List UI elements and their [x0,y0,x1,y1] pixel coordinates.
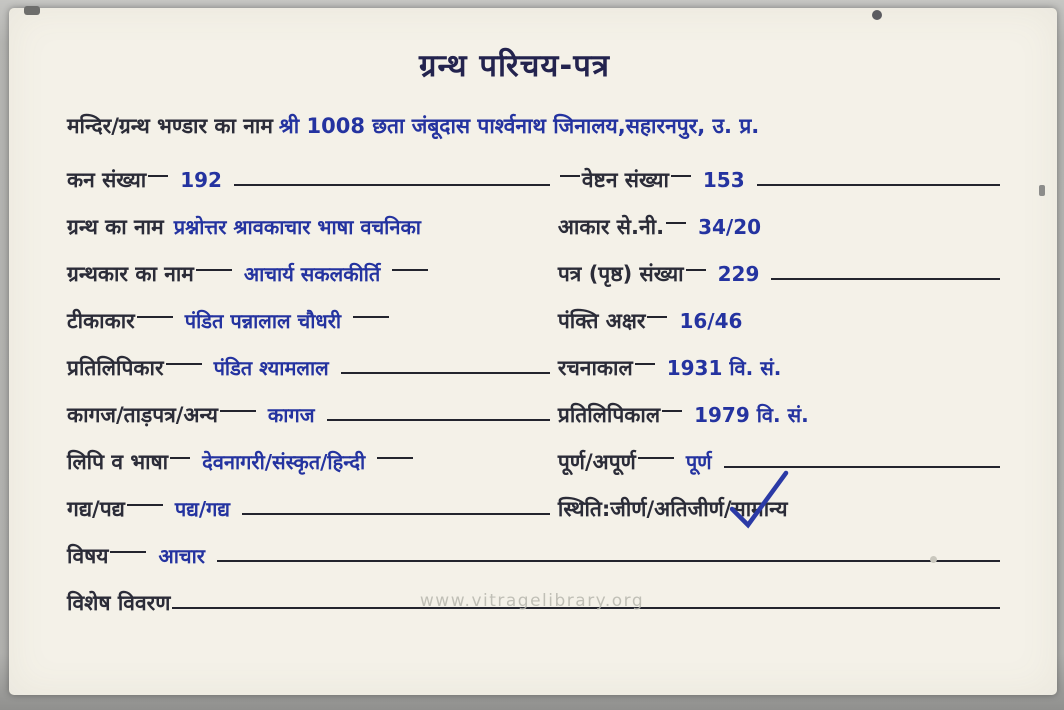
field-label: ग्रन्थ का नाम [67,214,164,239]
form-row [67,438,1002,485]
bhandar-name-row [67,112,1002,140]
fill-line [137,316,173,318]
field-kagaz-tadpatra [67,401,558,429]
field-value: आचार्य सकलकीर्ति [243,262,381,286]
field-veshtan-sankhya [558,166,1002,194]
form-row [67,485,1002,532]
fill-line [635,363,655,365]
fill-line [242,513,550,515]
form-row [67,344,1002,391]
scan-speck [1039,185,1045,196]
field-label: विशेष विवरण [67,590,171,615]
field-rachnakaal [558,354,1002,382]
field-value: 1931 वि. सं. [666,356,782,380]
field-granthkar-naam [67,260,558,288]
checkmark-icon [726,469,792,535]
field-label: विषय [67,543,109,568]
field-label: कागज/ताड़पत्र/अन्य [67,402,218,427]
fill-line [166,363,202,365]
form-row [67,203,1002,250]
fill-line [392,269,428,271]
fill-line [666,222,686,224]
field-label: स्थिति:जीर्ण/अतिजीर्ण/ [557,496,732,521]
form-row [67,156,1002,203]
field-label: पंक्ति अक्षर [557,308,646,333]
field-tikakar [67,307,558,335]
fill-line [170,457,190,459]
field-value: 34/20 [698,214,762,239]
field-label: प्रतिलिपिकाल [557,402,661,427]
field-value: पंडित श्यामलाल [213,356,329,380]
checked-option [732,495,788,523]
field-lipi-bhasha [67,448,558,476]
field-value: पंडित पन्नालाल चौधरी [184,309,342,333]
fill-line [647,316,667,318]
fill-line [638,457,674,459]
field-value: कागज [267,403,315,427]
fill-line [353,316,389,318]
fill-line [196,269,232,271]
scan-speck [872,10,882,20]
field-value: 153 [702,167,745,192]
field-label: पूर्ण/अपूर्ण [557,449,636,474]
field-value: 16/46 [679,308,743,333]
field-patra-sankhya [558,260,1002,288]
field-value: पद्य/गद्य [174,497,231,521]
field-label: लिपि व भाषा [67,449,169,474]
field-label: प्रतिलिपिकार [67,355,164,380]
field-label: सामान्य [731,496,788,521]
field-pankti-akshar [558,307,1002,335]
fill-line [671,175,691,177]
field-label: गद्य/पद्य [67,496,125,521]
field-value: 229 [717,261,760,286]
bhandar-name-value: श्री 1008 छता जंबूदास पार्श्वनाथ जिनालय,सहारनपुर, उ. प्र. [278,114,760,138]
field-granth-naam [67,213,558,241]
scan-speck [930,556,937,563]
form-row [67,297,1002,344]
fill-line [377,457,413,459]
field-label: ग्रन्थकार का नाम [67,261,194,286]
fill-line [217,560,1000,562]
field-aakar [558,213,1002,241]
field-kan-sankhya [67,166,558,194]
field-label: वेष्टन संख्या [581,167,669,192]
fill-line [662,410,682,412]
fill-line [220,410,256,412]
field-label: रचनाकाल [557,355,633,380]
field-value: 192 [180,167,222,192]
page-title: ग्रन्थ परिचय-पत्र [419,48,610,84]
fill-line [110,551,146,553]
form-row [67,250,1002,297]
watermark: www.vitragelibrary.org [419,591,645,611]
field-vishay [67,542,1002,570]
fill-line [757,184,1000,186]
field-pratilipikar [67,354,558,382]
fill-line [560,175,580,177]
bhandar-name-label: मन्दिर/ग्रन्थ भण्डार का नाम [67,114,273,138]
field-label: टीकाकार [67,308,135,333]
field-value: प्रश्नोत्तर श्रावकाचार भाषा वचनिका [173,215,421,239]
scan-speck [24,6,40,15]
field-label: आकार से.नी. [557,214,665,239]
field-value: 1979 वि. सं. [694,403,809,427]
field-value: देवनागरी/संस्कृत/हिन्दी [202,450,366,474]
fill-line [234,184,550,186]
field-label: कन संख्या [67,167,147,192]
fill-line [686,269,706,271]
fill-line [724,466,1000,468]
field-pratilipikaal [558,401,1002,429]
fill-line [771,278,1000,280]
field-value: आचार [158,544,205,568]
fill-line [148,175,168,177]
fill-line [327,419,550,421]
fill-line [341,372,550,374]
form-row [67,391,1002,438]
field-sthiti [558,495,1002,523]
field-value: पूर्ण [685,450,712,474]
fill-line [127,504,163,506]
field-gadya-padya [67,495,558,523]
field-label: पत्र (पृष्ठ) संख्या [557,261,684,286]
form-row [67,532,1002,579]
